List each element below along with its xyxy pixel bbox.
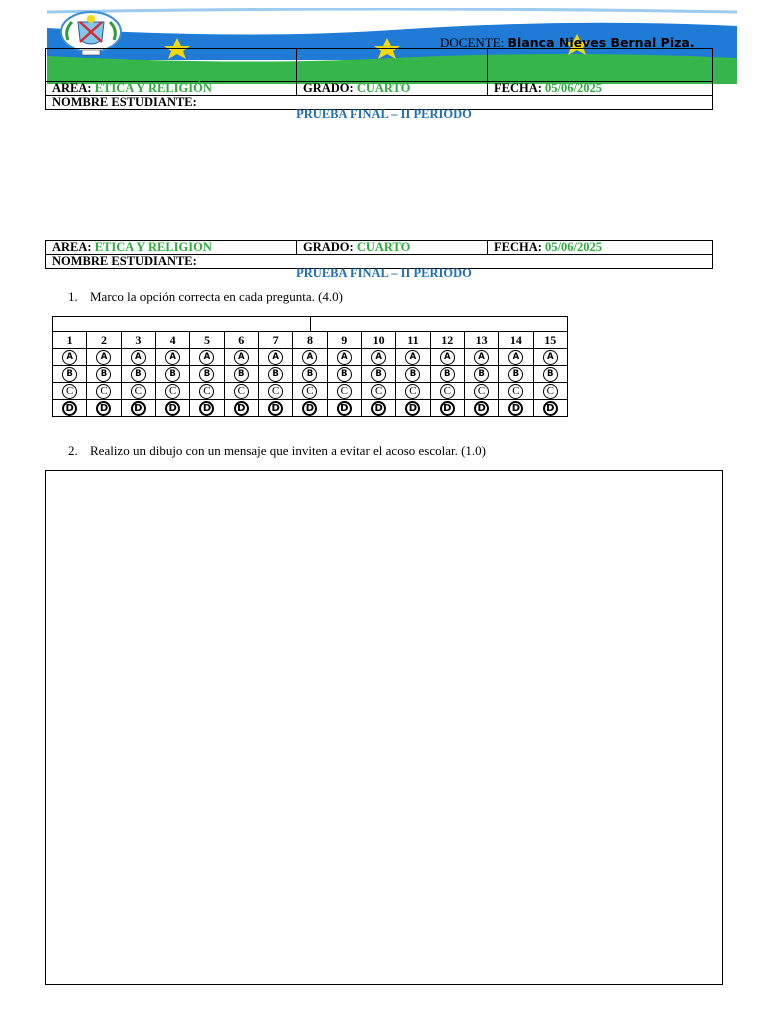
answer-cell (53, 383, 87, 400)
answer-cell (121, 400, 155, 417)
answer-cell (464, 349, 498, 366)
option-bubble-b[interactable]: B (474, 367, 489, 382)
question-number-cell: 6 (224, 332, 258, 349)
area-value: ETICA Y RELIGION (94, 240, 212, 254)
answer-cell (464, 383, 498, 400)
answer-cell (53, 349, 87, 366)
option-row-a (53, 349, 568, 366)
question-number-cell: 11 (396, 332, 430, 349)
answer-cell (224, 349, 258, 366)
option-bubble-a[interactable]: A (268, 350, 283, 365)
page-title: PRUEBA FINAL – II PERIODO (296, 107, 472, 121)
fecha-cell (488, 82, 713, 96)
answer-cell (464, 400, 498, 417)
option-bubble-b[interactable]: B (440, 367, 455, 382)
question-number-cell: 5 (190, 332, 224, 349)
divider (226, 316, 479, 317)
fecha-value: 05/06/2025 (545, 81, 602, 95)
answer-cell (499, 400, 533, 417)
option-bubble-d[interactable]: D (543, 401, 558, 416)
option-bubble-b[interactable]: B (234, 367, 249, 382)
answer-cell (396, 349, 430, 366)
grado-value: CUARTO (356, 240, 411, 254)
drawing-area[interactable] (45, 470, 723, 985)
answer-cell (87, 366, 121, 383)
option-bubble-d[interactable]: D (440, 401, 455, 416)
answer-cell (293, 400, 327, 417)
option-bubble-b[interactable]: B (337, 367, 352, 382)
option-bubble-b[interactable]: B (405, 367, 420, 382)
option-bubble-c[interactable]: C (508, 384, 523, 399)
answer-cell (327, 349, 361, 366)
option-bubble-c[interactable]: C (234, 384, 249, 399)
page-title-2: PRUEBA FINAL – II PERIODO (296, 266, 472, 280)
answer-cell (53, 400, 87, 417)
answer-cell (533, 400, 567, 417)
option-bubble-a[interactable]: A (131, 350, 146, 365)
option-bubble-d[interactable]: D (405, 401, 420, 416)
area-cell (46, 82, 297, 96)
question-number-cell: 7 (258, 332, 292, 349)
option-bubble-b[interactable]: B (165, 367, 180, 382)
option-bubble-b[interactable]: B (62, 367, 77, 382)
option-bubble-d[interactable]: D (474, 401, 489, 416)
option-bubble-d[interactable]: D (371, 401, 386, 416)
option-bubble-b[interactable]: B (96, 367, 111, 382)
question-number-cell: 15 (533, 332, 567, 349)
option-bubble-c[interactable]: C (543, 384, 558, 399)
question-1 (68, 289, 343, 305)
header-table-2 (45, 240, 713, 269)
answer-cell (361, 400, 395, 417)
answer-cell (155, 383, 189, 400)
option-bubble-c[interactable]: C (131, 384, 146, 399)
area-value: ETICA Y RELIGIÓN (94, 81, 212, 95)
answer-cell (293, 349, 327, 366)
option-bubble-a[interactable]: A (371, 350, 386, 365)
answer-cell (293, 383, 327, 400)
answer-cell (190, 349, 224, 366)
answer-cell (499, 383, 533, 400)
question-2 (68, 443, 486, 459)
answer-cell (499, 349, 533, 366)
answer-grid (52, 316, 568, 417)
area-label: AREA: (52, 240, 95, 254)
option-bubble-a[interactable]: A (337, 350, 352, 365)
docente-label: DOCENTE: (440, 35, 508, 50)
area-label: AREA: (52, 81, 95, 95)
answer-cell (224, 383, 258, 400)
option-bubble-b[interactable]: B (508, 367, 523, 382)
answer-cell (87, 349, 121, 366)
option-bubble-b[interactable]: B (543, 367, 558, 382)
answer-cell (258, 349, 292, 366)
option-bubble-c[interactable]: C (440, 384, 455, 399)
option-bubble-d[interactable]: D (234, 401, 249, 416)
divider (310, 317, 311, 331)
option-bubble-c[interactable]: C (371, 384, 386, 399)
answer-cell (293, 366, 327, 383)
option-bubble-c[interactable]: C (474, 384, 489, 399)
answer-cell (87, 400, 121, 417)
option-bubble-a[interactable]: A (405, 350, 420, 365)
answer-cell (155, 366, 189, 383)
option-bubble-d[interactable]: D (62, 401, 77, 416)
student-name-label: NOMBRE ESTUDIANTE: (52, 95, 197, 109)
option-bubble-c[interactable]: C (268, 384, 283, 399)
option-bubble-a[interactable]: A (440, 350, 455, 365)
option-bubble-d[interactable]: D (165, 401, 180, 416)
fecha-value: 05/06/2025 (545, 240, 602, 254)
answer-cell (155, 349, 189, 366)
option-bubble-c[interactable]: C (302, 384, 317, 399)
question-text: Realizo un dibujo con un mensaje que inviten a evitar el acoso escolar. (1.0) (90, 443, 487, 458)
option-bubble-d[interactable]: D (302, 401, 317, 416)
option-bubble-a[interactable]: A (508, 350, 523, 365)
question-number-cell: 9 (327, 332, 361, 349)
answer-cell (533, 349, 567, 366)
question-number-cell: 10 (361, 332, 395, 349)
question-number-cell: 14 (499, 332, 533, 349)
answer-cell (190, 383, 224, 400)
option-bubble-d[interactable]: D (131, 401, 146, 416)
question-number-cell: 2 (87, 332, 121, 349)
question-text: Marco la opción correcta en cada pregunta. (4.0) (90, 289, 344, 304)
answer-cell (121, 383, 155, 400)
option-bubble-d[interactable]: D (508, 401, 523, 416)
answer-cell (155, 400, 189, 417)
option-bubble-b[interactable]: B (302, 367, 317, 382)
answer-cell (87, 383, 121, 400)
option-bubble-c[interactable]: C (96, 384, 111, 399)
answer-cell (327, 400, 361, 417)
grid-header-row (53, 332, 568, 349)
answer-table (52, 331, 568, 417)
question-number-cell: 13 (464, 332, 498, 349)
option-bubble-b[interactable]: B (131, 367, 146, 382)
option-row-d (53, 400, 568, 417)
grado-cell (297, 241, 488, 255)
answer-cell (190, 366, 224, 383)
question-number-cell: 4 (155, 332, 189, 349)
answer-cell (327, 383, 361, 400)
option-bubble-c[interactable]: C (165, 384, 180, 399)
question-number: 2. (68, 443, 78, 458)
fecha-cell (488, 241, 713, 255)
answer-cell (430, 400, 464, 417)
answer-cell (361, 366, 395, 383)
option-bubble-c[interactable]: C (405, 384, 420, 399)
option-bubble-b[interactable]: B (268, 367, 283, 382)
option-bubble-a[interactable]: A (199, 350, 214, 365)
header-table (45, 81, 713, 110)
answer-cell (258, 383, 292, 400)
answer-cell (258, 400, 292, 417)
option-bubble-d[interactable]: D (96, 401, 111, 416)
fecha-label: FECHA: (494, 240, 546, 254)
answer-cell (121, 349, 155, 366)
answer-cell (121, 366, 155, 383)
option-row-c (53, 383, 568, 400)
option-bubble-c[interactable]: C (199, 384, 214, 399)
grado-label: GRADO: (303, 81, 357, 95)
answer-cell (396, 400, 430, 417)
option-bubble-a[interactable]: A (96, 350, 111, 365)
option-bubble-a[interactable]: A (62, 350, 77, 365)
answer-cell (361, 383, 395, 400)
answer-cell (224, 366, 258, 383)
answer-cell (396, 366, 430, 383)
answer-cell (430, 349, 464, 366)
answer-cell (430, 366, 464, 383)
grado-value: CUARTO (356, 81, 411, 95)
option-bubble-d[interactable]: D (337, 401, 352, 416)
option-bubble-b[interactable]: B (199, 367, 214, 382)
area-cell (46, 241, 297, 255)
fecha-label: FECHA: (494, 81, 546, 95)
answer-cell (499, 366, 533, 383)
answer-cell (190, 400, 224, 417)
option-bubble-a[interactable]: A (474, 350, 489, 365)
answer-cell (464, 366, 498, 383)
question-number: 1. (68, 289, 78, 304)
docente-value: Blanca Nieves Bernal Piza. (507, 35, 695, 50)
answer-cell (396, 383, 430, 400)
option-bubble-a[interactable]: A (543, 350, 558, 365)
student-name-label: NOMBRE ESTUDIANTE: (52, 254, 197, 268)
answer-cell (361, 349, 395, 366)
option-bubble-d[interactable]: D (199, 401, 214, 416)
answer-cell (533, 383, 567, 400)
question-number-cell: 1 (53, 332, 87, 349)
answer-cell (430, 383, 464, 400)
option-bubble-c[interactable]: C (337, 384, 352, 399)
answer-cell (327, 366, 361, 383)
option-row-b (53, 366, 568, 383)
grado-cell (297, 82, 488, 96)
option-bubble-b[interactable]: B (371, 367, 386, 382)
option-bubble-d[interactable]: D (268, 401, 283, 416)
grado-label: GRADO: (303, 240, 357, 254)
answer-cell (533, 366, 567, 383)
question-number-cell: 8 (293, 332, 327, 349)
option-bubble-a[interactable]: A (234, 350, 249, 365)
question-number-cell: 12 (430, 332, 464, 349)
option-bubble-a[interactable]: A (302, 350, 317, 365)
option-bubble-c[interactable]: C (62, 384, 77, 399)
question-number-cell: 3 (121, 332, 155, 349)
option-bubble-a[interactable]: A (165, 350, 180, 365)
answer-cell (53, 366, 87, 383)
answer-cell (224, 400, 258, 417)
grid-header-strip (52, 316, 568, 331)
answer-cell (258, 366, 292, 383)
